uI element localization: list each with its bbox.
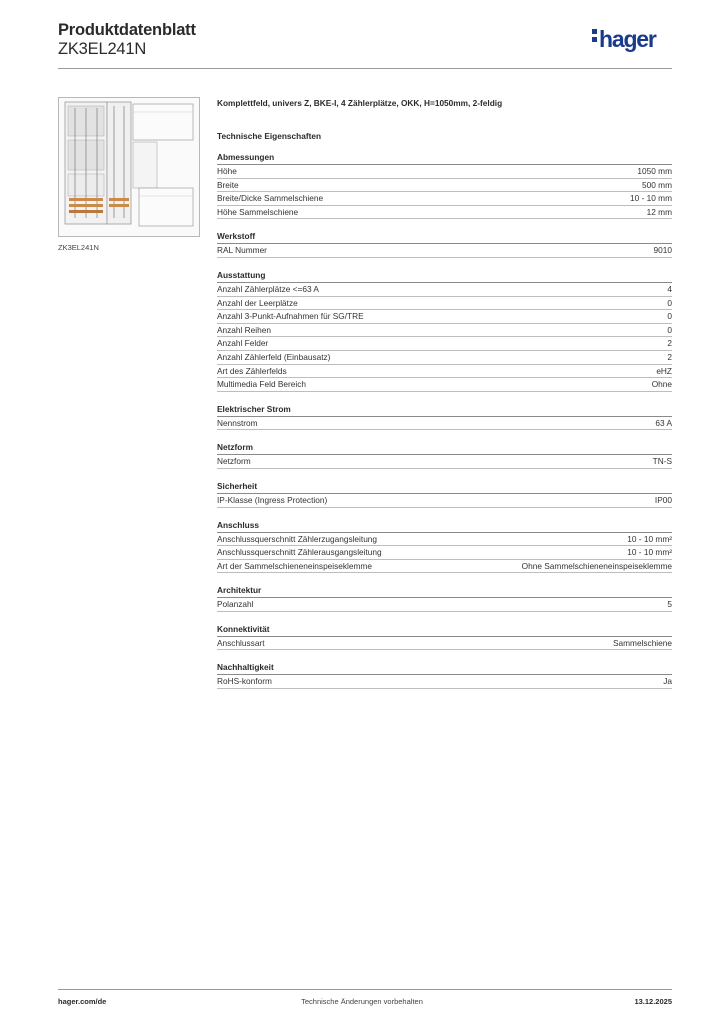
spec-row bbox=[217, 533, 672, 547]
footer-notice: Technische Änderungen vorbehalten bbox=[301, 997, 423, 1006]
spec-label: Anzahl der Leerplätze bbox=[217, 297, 298, 308]
spec-label: Anschlussart bbox=[217, 637, 265, 648]
spec-value: 1050 mm bbox=[637, 166, 672, 176]
product-description: Komplettfeld, univers Z, BKE-I, 4 Zählerplätze, OKK, H=1050mm, 2-feldig bbox=[217, 98, 503, 108]
spec-section bbox=[217, 624, 672, 651]
spec-row bbox=[217, 378, 672, 392]
spec-row bbox=[217, 365, 672, 379]
spec-value: 500 mm bbox=[642, 179, 672, 190]
spec-section bbox=[217, 270, 672, 392]
header-rule bbox=[58, 68, 672, 69]
spec-value: IP00 bbox=[654, 494, 672, 505]
spec-row bbox=[217, 206, 672, 220]
spec-value: 63 A bbox=[655, 417, 672, 428]
spec-label: Anschlussquerschnitt Zählerausgangsleitung bbox=[217, 547, 382, 558]
spec-row bbox=[217, 283, 672, 297]
spec-value: 12 mm bbox=[646, 206, 672, 217]
spec-section bbox=[217, 520, 672, 574]
spec-row bbox=[217, 324, 672, 338]
spec-section bbox=[217, 231, 672, 258]
spec-value: Ohne Sammelschieneneinspeiseklemme bbox=[521, 560, 672, 571]
section-title: Architektur bbox=[217, 585, 672, 598]
spec-value: 10 - 10 mm² bbox=[627, 547, 672, 558]
doc-title: Produktdatenblatt bbox=[58, 21, 196, 39]
spec-label: Anzahl Felder bbox=[217, 338, 269, 349]
spec-label: RAL Nummer bbox=[217, 245, 267, 256]
section-title: Abmessungen bbox=[217, 152, 672, 165]
spec-label: Art der Sammelschieneneinspeiseklemme bbox=[217, 560, 372, 571]
spec-row bbox=[217, 675, 672, 689]
spec-section bbox=[217, 442, 672, 469]
spec-value: 2 bbox=[667, 338, 672, 349]
spec-value: Ohne bbox=[651, 379, 672, 390]
spec-row bbox=[217, 337, 672, 351]
spec-value: TN-S bbox=[652, 456, 672, 467]
spec-section bbox=[217, 404, 672, 431]
spec-row bbox=[217, 244, 672, 258]
spec-value: 5 bbox=[667, 599, 672, 610]
spec-value: 10 - 10 mm² bbox=[627, 533, 672, 544]
section-title: Ausstattung bbox=[217, 270, 672, 283]
spec-label: Multimedia Feld Bereich bbox=[217, 379, 306, 390]
spec-value: 0 bbox=[667, 311, 672, 322]
spec-label: Anzahl Zählerplätze <=63 A bbox=[217, 283, 319, 294]
spec-label: Art des Zählerfelds bbox=[217, 365, 287, 376]
meter-cabinet-illustration bbox=[59, 98, 199, 236]
hager-logo bbox=[592, 26, 656, 53]
spec-label: Netzform bbox=[217, 456, 251, 467]
logo-dots-icon bbox=[592, 26, 597, 45]
spec-value: 4 bbox=[667, 283, 672, 294]
spec-section bbox=[217, 152, 672, 219]
section-title: Sicherheit bbox=[217, 481, 672, 494]
spec-value: eHZ bbox=[656, 365, 672, 376]
spec-section bbox=[217, 481, 672, 508]
spec-label: Breite/Dicke Sammelschiene bbox=[217, 193, 324, 204]
spec-label: Anschlussquerschnitt Zählerzugangsleitung bbox=[217, 533, 378, 544]
footer-date: 13.12.2025 bbox=[634, 997, 672, 1006]
spec-section bbox=[217, 585, 672, 612]
section-title: Nachhaltigkeit bbox=[217, 662, 672, 675]
logo-text: hager bbox=[599, 26, 656, 52]
spec-label: Anzahl Reihen bbox=[217, 324, 271, 335]
spec-row bbox=[217, 455, 672, 469]
spec-label: Breite bbox=[217, 179, 239, 190]
spec-row bbox=[217, 297, 672, 311]
spec-value: Ja bbox=[663, 676, 672, 687]
spec-value: 0 bbox=[667, 324, 672, 335]
spec-row bbox=[217, 637, 672, 651]
footer-website: hager.com/de bbox=[58, 997, 107, 1006]
spec-row bbox=[217, 560, 672, 574]
section-title: Netzform bbox=[217, 442, 672, 455]
spec-row bbox=[217, 598, 672, 612]
spec-row bbox=[217, 494, 672, 508]
spec-content bbox=[217, 97, 672, 689]
spec-label: Höhe bbox=[217, 166, 237, 176]
spec-row bbox=[217, 546, 672, 560]
spec-value: Sammelschiene bbox=[612, 637, 672, 648]
spec-value: 0 bbox=[667, 297, 672, 308]
spec-value: 9010 bbox=[653, 245, 672, 256]
spec-row bbox=[217, 165, 672, 179]
spec-label: Anzahl Zählerfeld (Einbausatz) bbox=[217, 351, 331, 362]
spec-section bbox=[217, 662, 672, 689]
spec-label: Polanzahl bbox=[217, 599, 254, 610]
section-title: Elektrischer Strom bbox=[217, 404, 672, 417]
spec-value: 2 bbox=[667, 351, 672, 362]
spec-sections bbox=[217, 152, 672, 689]
section-title: Anschluss bbox=[217, 520, 672, 533]
footer-rule bbox=[58, 989, 672, 990]
spec-row bbox=[217, 351, 672, 365]
product-image bbox=[58, 97, 200, 237]
spec-row bbox=[217, 310, 672, 324]
spec-label: IP-Klasse (Ingress Protection) bbox=[217, 494, 328, 505]
spec-label: Nennstrom bbox=[217, 417, 258, 428]
spec-row bbox=[217, 417, 672, 431]
spec-label: RoHS-konform bbox=[217, 676, 272, 687]
spec-row bbox=[217, 179, 672, 193]
spec-value: 10 - 10 mm bbox=[630, 193, 672, 204]
image-caption: ZK3EL241N bbox=[58, 243, 99, 252]
spec-row bbox=[217, 192, 672, 206]
spec-label: Höhe Sammelschiene bbox=[217, 206, 299, 217]
spec-label: Anzahl 3-Punkt-Aufnahmen für SG/TRE bbox=[217, 311, 364, 322]
section-title: Konnektivität bbox=[217, 624, 672, 637]
section-title: Werkstoff bbox=[217, 231, 672, 244]
spec-heading: Technische Eigenschaften bbox=[217, 131, 322, 141]
product-code: ZK3EL241N bbox=[58, 40, 147, 58]
